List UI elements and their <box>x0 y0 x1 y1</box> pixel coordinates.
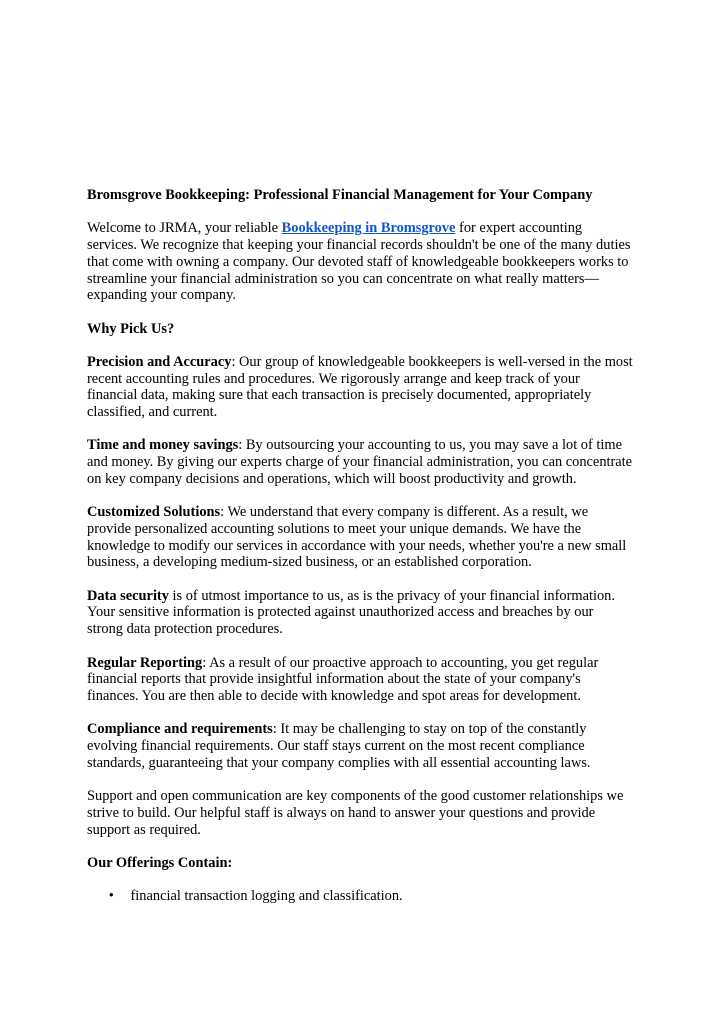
feature-paragraph-compliance <box>87 721 633 771</box>
support-paragraph: Support and open communication are key components of the good customer relationships we strive to build. Our helpful staff is always on hand to answer your questions and provide support as required. <box>87 788 624 838</box>
intro-paragraph <box>87 220 633 304</box>
feature-text: : By outsourcing your accounting to us, you may save a lot of time and money. By giving our experts charge of your financial administration, you can concentrate on key company decisions and operations, which will boost productivity and growth. <box>87 437 633 487</box>
feature-lead: Data security <box>87 587 169 604</box>
offerings-list <box>87 888 633 905</box>
intro-text-post: for expert accounting services. We recognize that keeping your financial records shouldn't be one of the many duties that come with owning a company. Our devoted staff of knowledgeable bookkeepers works to streamline your financial administration so you can concentrate on what really matters—expanding your company. <box>87 220 631 304</box>
feature-lead: Precision and Accuracy <box>87 353 232 370</box>
feature-paragraph-precision <box>87 354 633 421</box>
feature-text: is of utmost importance to us, as is the privacy of your financial information. Your sensitive information is protected against unauthorized access and breaches by our strong data protection procedures. <box>87 587 615 638</box>
intro-text-pre: Welcome to JRMA, your reliable <box>87 220 282 237</box>
feature-paragraph-time-money <box>87 437 633 487</box>
feature-paragraph-regular-reporting <box>87 655 633 705</box>
feature-paragraph-data-security <box>87 588 633 638</box>
why-pick-us-heading: Why Pick Us? <box>87 320 175 337</box>
page-title: Bromsgrove Bookkeeping: Professional Financial Management for Your Company <box>87 187 593 203</box>
feature-paragraph-customized <box>87 504 633 571</box>
feature-text: : Our group of knowledgeable bookkeepers is well-versed in the most recent accounting rules and procedures. We rigorously arrange and keep track of your financial data, making sure that each transaction is precisely documented, appropriately classified, and current. <box>87 353 633 421</box>
feature-lead: Customized Solutions <box>87 504 221 521</box>
feature-lead: Regular Reporting <box>87 654 203 671</box>
document-body <box>87 187 633 905</box>
feature-lead: Time and money savings <box>87 437 239 454</box>
feature-lead: Compliance and requirements <box>87 721 273 738</box>
bookkeeping-in-bromsgrove-link[interactable]: Bookkeeping in Bromsgrove <box>281 220 456 237</box>
list-item: • financial transaction logging and classification. <box>87 888 633 905</box>
offerings-heading: Our Offerings Contain: <box>87 854 233 871</box>
feature-text: : As a result of our proactive approach to accounting, you get regular financial reports that provide insightful information about the state of your company's finances. You are then able to decide with knowledge and spot areas for development. <box>87 654 599 704</box>
feature-text: : We understand that every company is different. As a result, we provide personalized accounting solutions to meet your unique demands. We have the knowledge to modify our services in accordance with your needs, whether you're a new small business, a developing medium-sized business, or an established corporation. <box>87 504 627 571</box>
feature-text: : It may be challenging to stay on top of the constantly evolving financial requirements. Our staff stays current on the most recent compliance standards, guaranteeing that your company complies with all essential accounting laws. <box>87 721 591 771</box>
